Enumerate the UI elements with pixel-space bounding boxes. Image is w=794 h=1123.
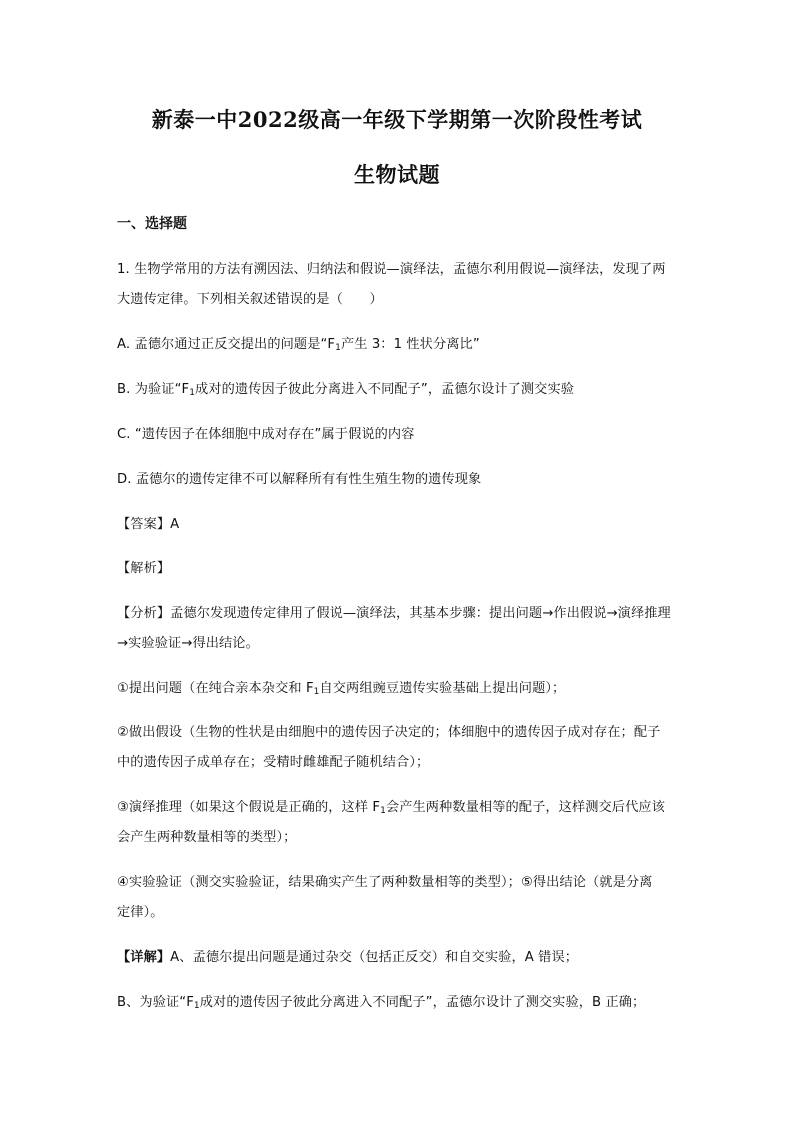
detail-line-b bbox=[117, 991, 645, 1010]
question-stem-line-2: 大遗传定律。下列相关叙述错误的是（ ） bbox=[117, 292, 383, 307]
step-3-text-rest: 会产生两种数量相等的配子，这样测交后代应该 bbox=[385, 800, 665, 815]
analysis-text: 孟德尔发现遗传定律用了假说—演绎法，其基本步骤：提出问题→作出假说→演绎推理 bbox=[170, 606, 671, 621]
option-c: C. “遗传因子在体细胞中成对存在”属于假说的内容 bbox=[117, 427, 415, 442]
analysis-step-3-line-2: 会产生两种数量相等的类型）； bbox=[117, 830, 297, 845]
analysis-step-4-line-1: ④实验验证（测交实验验证，结果确实产生了两种数量相等的类型）；⑤得出结论（就是分离 bbox=[117, 875, 653, 890]
analysis-step-4-line-2: 定律）。 bbox=[117, 905, 164, 920]
analysis-step-3-line-1 bbox=[117, 796, 665, 815]
step-1-text-rest: 自交两组豌豆遗传实验基础上提出问题）； bbox=[319, 681, 566, 696]
option-a bbox=[117, 333, 480, 352]
subscript: 1 bbox=[380, 806, 386, 816]
exam-subtitle: 生物试题 bbox=[354, 162, 440, 187]
subscript: 1 bbox=[189, 388, 196, 398]
subscript: 1 bbox=[313, 687, 320, 697]
analysis-paragraph-1-line-1 bbox=[117, 602, 671, 621]
subscript: 1 bbox=[335, 343, 341, 353]
question-stem-line-1: 1. 生物学常用的方法有溯因法、归纳法和假说—演绎法，孟德尔利用假说—演绎法，发现了两 bbox=[117, 262, 666, 277]
option-b-text: B. 为验证“F bbox=[117, 382, 190, 397]
analysis-label: 【解析】 bbox=[117, 561, 171, 576]
detail-line-a bbox=[117, 946, 578, 965]
option-b bbox=[117, 378, 574, 397]
detail-tag: 【详解】 bbox=[117, 950, 171, 965]
analysis-step-2-line-1: ②做出假设（生物的性状是由细胞中的遗传因子决定的；体细胞中的遗传因子成对存在；配子 bbox=[117, 725, 661, 740]
step-3-text: ③演绎推理（如果这个假说是正确的，这样 F bbox=[117, 800, 381, 815]
option-b-text-rest: 成对的遗传因子彼此分离进入不同配子”，孟德尔设计了测交实验 bbox=[195, 382, 575, 397]
step-1-text: ①提出问题（在纯合亲本杂交和 F bbox=[117, 681, 314, 696]
exam-title: 新泰一中2022级高一年级下学期第一次阶段性考试 bbox=[151, 107, 643, 132]
option-a-text: A. 孟德尔通过正反交提出的问题是“F bbox=[117, 337, 336, 352]
detail-b-text: B、为验证“F bbox=[117, 995, 194, 1010]
analysis-step-1 bbox=[117, 677, 565, 696]
analysis-tag: 【分析】 bbox=[117, 606, 171, 621]
option-a-text-rest: 产生 3：1 性状分离比” bbox=[340, 337, 480, 352]
analysis-paragraph-1-line-2: →实验验证→得出结论。 bbox=[117, 636, 259, 651]
detail-b-text-rest: 成对的遗传因子彼此分离进入不同配子”，孟德尔设计了测交实验，B 正确； bbox=[199, 995, 646, 1010]
analysis-step-2-line-2: 中的遗传因子成单存在；受精时雌雄配子随机结合）； bbox=[117, 755, 430, 770]
section-heading: 一、选择题 bbox=[117, 216, 187, 232]
option-d: D. 孟德尔的遗传定律不可以解释所有有性生殖生物的遗传现象 bbox=[117, 472, 482, 487]
detail-a-text: A、孟德尔提出问题是通过杂交（包括正反交）和自交实验，A 错误； bbox=[170, 950, 579, 965]
subscript: 1 bbox=[193, 1001, 200, 1011]
answer-label: 【答案】A bbox=[117, 517, 180, 532]
